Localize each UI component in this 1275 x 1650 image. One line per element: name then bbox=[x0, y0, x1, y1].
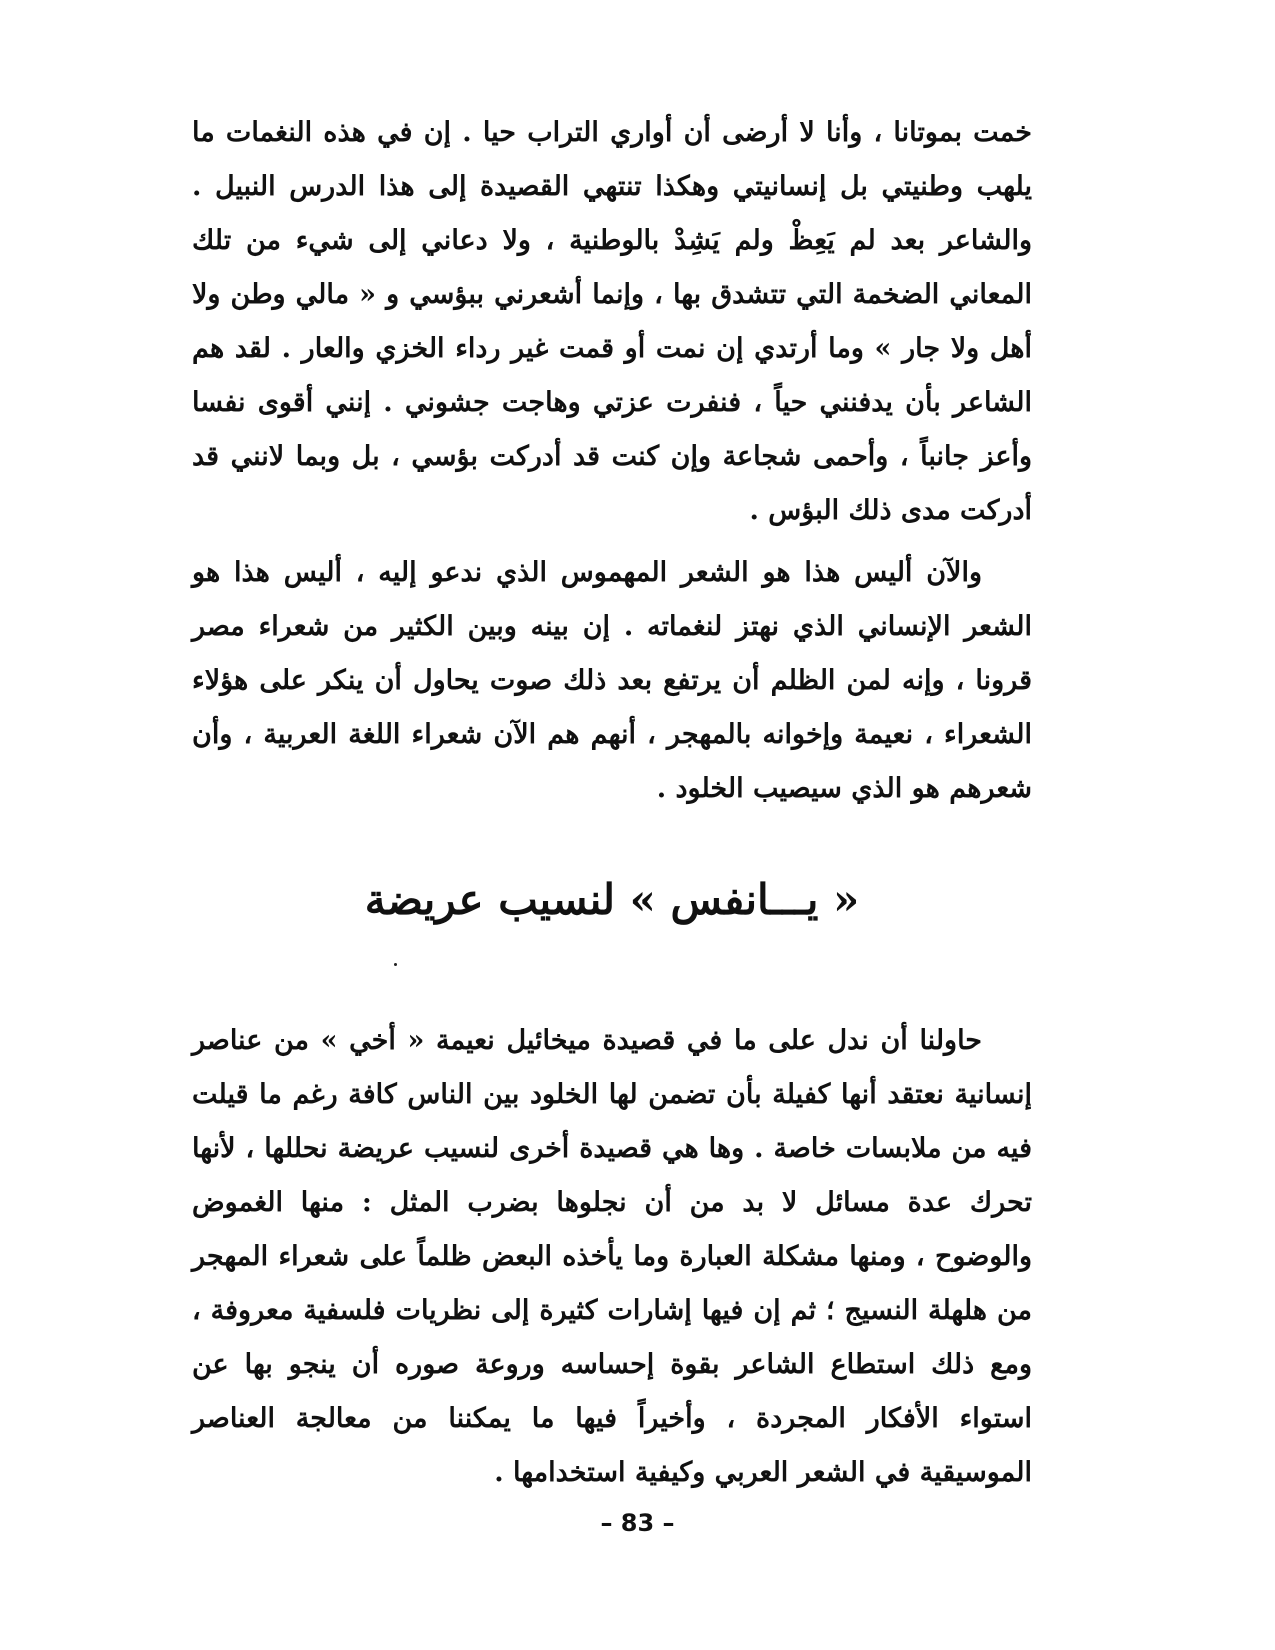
paragraph-whispered-poetry: والآن أليس هذا هو الشعر المهموس الذي ندعو إليه ، أليس هذا هو الشعر الإنساني الذي نهتز لنغماته . إن بينه وبين الكثير من شعراء مصر قرونا ، وإنه لمن الظلم أن يرتفع بعد ذلك صوت يحاول أن ينكر على هؤلاء الشعراء ، نعيمة وإخوانه بالمهجر ، أنهم هم الآن شعراء اللغة العربية ، وأن شعرهم هو الذي سيصيب الخلود . bbox=[192, 557, 1032, 804]
paragraph-analysis-intro: حاولنا أن ندل على ما في قصيدة ميخائيل نعيمة « أخي » من عناصر إنسانية نعتقد أنها كفيلة بأن تضمن لها الخلود بين الناس كافة رغم ما قيلت فيه من ملابسات خاصة . وها هي قصيدة أخرى لنسيب عريضة نحللها ، لأنها تحرك عدة مسائل لا بد من أن نجلوها بضرب المثل : منها الغموض والوضوح ، ومنها مشكلة العبارة وما يأخذه البعض ظلماً على شعراء المهجر من هلهلة النسيج ؛ ثم إن فيها إشارات كثيرة إلى نظريات فلسفية معروفة ، ومع ذلك استطاع الشاعر بقوة إحساسه وروعة صوره أن ينجو بها عن استواء الأفكار المجردة ، وأخيراً فيها ما يمكننا من معالجة العناصر الموسيقية في الشعر العربي وكيفية استخدامها . bbox=[192, 1025, 1032, 1488]
paragraph-continuation: خمت بموتانا ، وأنا لا أرضى أن أواري التراب حيا . إن في هذه النغمات ما يلهب وطنيتي بل إنسانيتي وهكذا تنتهي القصيدة إلى هذا الدرس النبيل . والشاعر بعد لم يَعِظْ ولم يَشِدْ بالوطنية ، ولا دعاني إلى شيء من تلك المعاني الضخمة التي تتشدق بها ، وإنما أشعرني ببؤسي و « مالي وطن ولا أهل ولا جار » وما أرتدي إن نمت أو قمت غير رداء الخزي والعار . لقد هم الشاعر بأن يدفنني حياً ، فنفرت عزتي وهاجت جشوني . إنني أقوى نفسا وأعز جانباً ، وأحمى شجاعة وإن كنت قد أدركت بؤسي ، بل وبما لانني قد أدركت مدى ذلك البؤس . bbox=[192, 117, 1032, 526]
section-heading: « يـــانفس » لنسيب عريضة bbox=[364, 875, 860, 924]
scan-speck bbox=[394, 963, 397, 966]
page-number: – 83 – bbox=[600, 1509, 675, 1537]
